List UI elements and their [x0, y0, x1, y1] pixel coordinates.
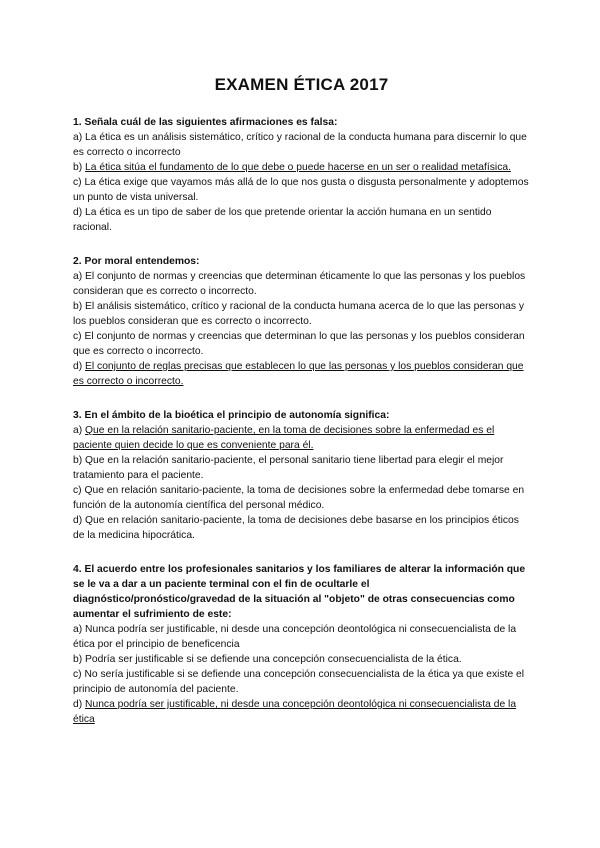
option-c: c) El conjunto de normas y creencias que determinan lo que las personas y los pueblos consideran que es correcto o incorrecto. [73, 331, 525, 357]
question-2 [73, 254, 530, 389]
option-b: b) Podría ser justificable si se defiende una concepción consecuencialista de la ética. [73, 654, 462, 665]
option-d: d) La ética es un tipo de saber de los que pretende orientar la acción humana en un sentido racional. [73, 207, 492, 233]
page-title: EXAMEN ÉTICA 2017 [214, 75, 389, 94]
question-title: 3. En el ámbito de la bioética el principio de autonomía significa: [73, 410, 390, 421]
option-a: a) La ética es un análisis sistemático, crítico y racional de la conducta humana para discernir lo que es correcto o incorrecto [73, 132, 527, 158]
question-1 [73, 115, 530, 235]
option-b: b) Que en la relación sanitario-paciente, el personal sanitario tiene libertad para elegir el mejor tratamiento para el paciente. [73, 455, 504, 481]
option-d: d) Que en relación sanitario-paciente, la toma de decisiones debe basarse en los principios éticos de la medicina hipocrática. [73, 515, 519, 541]
option-c: c) Que en relación sanitario-paciente, la toma de decisiones sobre la enfermedad debe tomarse en función de la autonomía científica del personal médico. [73, 485, 525, 511]
option-a: a) Nunca podría ser justificable, ni desde una concepción deontológica ni consecuencialista de la ética por el principio de beneficencia [73, 624, 517, 650]
option-b: b) El análisis sistemático, crítico y racional de la conducta humana acerca de lo que las personas y los pueblos consideran que es correcto o incorrecto. [73, 301, 525, 327]
question-title: 2. Por moral entendemos: [73, 256, 200, 267]
question-title: 1. Señala cuál de las siguientes afirmaciones es falsa: [73, 117, 338, 128]
option-b: b) La ética sitúa el fundamento de lo que debe o puede hacerse en un ser o realidad metafísica. [73, 162, 511, 173]
option-c: c) No sería justificable si se defiende una concepción consecuencialista de la ética ya que existe el principio de autonomía del paciente. [73, 669, 525, 695]
option-c: c) La ética exige que vayamos más allá de lo que nos gusta o disgusta personalmente y adoptemos un punto de vista universal. [73, 177, 529, 203]
option-a: a) El conjunto de normas y creencias que determinan éticamente lo que las personas y los pueblos consideran que es correcto o incorrecto. [73, 271, 526, 297]
option-d: d) Nunca podría ser justificable, ni desde una concepción deontológica ni consecuencialista de la ética [73, 699, 517, 725]
question-4 [73, 562, 530, 727]
option-d: d) El conjunto de reglas precisas que establecen lo que las personas y los pueblos consideran que es correcto o incorrecto. [73, 361, 524, 387]
question-title: 4. El acuerdo entre los profesionales sanitarios y los familiares de alterar la información que se le va a dar a un paciente terminal con el fin de ocultarle el diagnóstico/pronóstico/gravedad de la situación al "objeto" de otras consecuencias como aumentar el sufrimiento de este: [73, 564, 526, 620]
option-a: a) Que en la relación sanitario-paciente, en la toma de decisiones sobre la enfermedad es el paciente quien decide lo que es conveniente para él. [73, 425, 495, 451]
question-3 [73, 408, 530, 543]
